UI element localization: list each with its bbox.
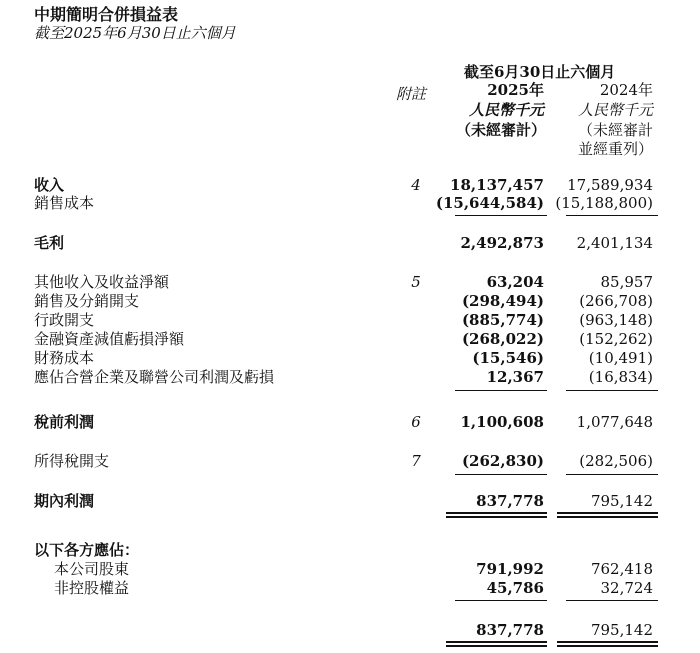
row-owners	[0, 559, 700, 579]
value-2024: (266,708)	[579, 292, 653, 310]
col-2024-status-line1: （未經審計	[577, 121, 653, 139]
row-label: 金融資產減值虧損淨額	[34, 330, 185, 348]
row-label: 銷售成本	[34, 194, 95, 212]
value-2025: 837,778	[476, 621, 544, 639]
row-label: 銷售及分銷開支	[34, 292, 140, 310]
total-double-rule	[446, 516, 547, 518]
subtotal-rule	[566, 215, 658, 216]
value-2025: (15,644,584)	[435, 194, 544, 212]
row-finance-costs	[0, 348, 700, 368]
row-profit-for-period	[0, 491, 700, 511]
total-double-rule	[446, 641, 547, 643]
row-label: 期內利潤	[34, 492, 95, 510]
subtotal-rule	[566, 600, 658, 601]
row-label: 毛利	[34, 234, 65, 252]
total-double-rule	[446, 645, 547, 647]
note-column-heading: 附註	[396, 85, 427, 103]
value-2025: (885,774)	[461, 311, 544, 329]
col-2024-year: 2024年	[599, 81, 653, 99]
value-2024: 17,589,934	[567, 176, 653, 194]
row-label: 以下各方應佔：	[34, 541, 140, 559]
row-label: 財務成本	[34, 349, 95, 367]
value-2025: 45,786	[486, 579, 544, 597]
value-2025: 791,992	[476, 560, 544, 578]
subtotal-rule	[455, 474, 547, 475]
subtotal-rule	[566, 474, 658, 475]
col-2024-unit: 人民幣千元	[577, 101, 653, 119]
col-2025-status: （未經審計）	[455, 121, 546, 139]
total-double-rule	[446, 512, 547, 514]
row-selling-expenses	[0, 291, 700, 311]
subtotal-rule	[455, 600, 547, 601]
row-admin-expenses	[0, 310, 700, 330]
row-label: 收入	[34, 176, 65, 194]
total-double-rule	[557, 645, 658, 647]
value-2025: 1,100,608	[460, 413, 544, 431]
row-note: 5	[411, 273, 421, 291]
col-2025-unit: 人民幣千元	[468, 101, 544, 119]
value-2025: (268,022)	[461, 330, 544, 348]
value-2025: 837,778	[476, 492, 544, 510]
value-2025: (262,830)	[461, 452, 544, 470]
row-note: 6	[411, 413, 421, 431]
subtotal-rule	[566, 390, 658, 391]
row-profit-before-tax	[0, 412, 700, 432]
row-note: 7	[411, 452, 421, 470]
col-2024-status-line2: 並經重列）	[577, 140, 653, 158]
row-attributable-heading	[0, 540, 700, 560]
row-other-income	[0, 272, 700, 292]
row-cost-of-sales	[0, 193, 700, 213]
value-2024: 85,957	[600, 273, 653, 291]
value-2024: (15,188,800)	[555, 194, 653, 212]
subtotal-rule	[455, 390, 547, 391]
value-2024: 32,724	[600, 579, 653, 597]
row-non-controlling	[0, 578, 700, 598]
row-label: 稅前利潤	[34, 413, 95, 431]
row-gross-profit	[0, 233, 700, 253]
value-2024: (963,148)	[579, 311, 653, 329]
value-2025: 2,492,873	[460, 234, 544, 252]
value-2025: 18,137,457	[450, 176, 544, 194]
period-heading: 截至6月30日止六個月	[464, 63, 616, 81]
value-2025: 63,204	[486, 273, 544, 291]
statement-period: 截至2025年6月30日止六個月	[34, 24, 236, 42]
value-2024: (16,834)	[588, 368, 653, 386]
row-revenue	[0, 175, 700, 195]
row-share-of-jv	[0, 367, 700, 387]
statement-title: 中期簡明合併損益表	[34, 5, 179, 24]
row-label: 所得稅開支	[34, 452, 110, 470]
row-attributable-total	[0, 620, 700, 640]
value-2024: 762,418	[590, 560, 653, 578]
col-2025-year: 2025年	[487, 81, 544, 99]
row-label: 行政開支	[34, 311, 95, 329]
total-double-rule	[557, 516, 658, 518]
value-2024: 795,142	[590, 492, 653, 510]
row-label: 本公司股東	[54, 560, 130, 578]
total-double-rule	[557, 641, 658, 643]
value-2024: 795,142	[590, 621, 653, 639]
value-2024: (282,506)	[579, 452, 653, 470]
row-note: 4	[411, 176, 421, 194]
subtotal-rule	[455, 215, 547, 216]
value-2024: 1,077,648	[576, 413, 653, 431]
row-income-tax	[0, 451, 700, 471]
value-2024: (152,262)	[579, 330, 653, 348]
value-2024: (10,491)	[588, 349, 653, 367]
row-label: 應佔合營企業及聯營公司利潤及虧損	[34, 368, 275, 386]
row-impairment-losses	[0, 329, 700, 349]
total-double-rule	[557, 512, 658, 514]
value-2025: (298,494)	[461, 292, 544, 310]
value-2025: 12,367	[486, 368, 544, 386]
row-label: 其他收入及收益淨額	[34, 273, 170, 291]
value-2025: (15,546)	[472, 349, 544, 367]
value-2024: 2,401,134	[576, 234, 653, 252]
row-label: 非控股權益	[54, 579, 130, 597]
